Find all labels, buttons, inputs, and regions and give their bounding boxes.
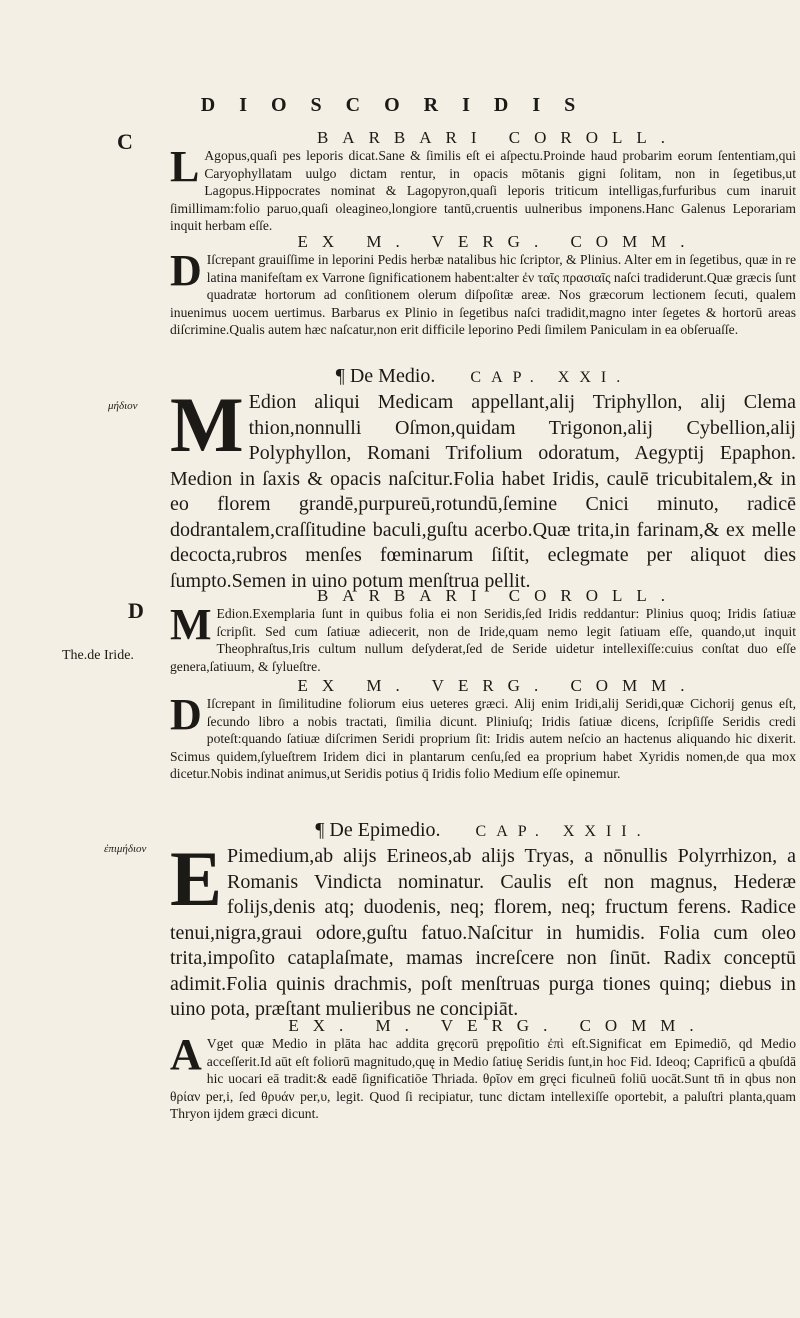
chapter-21 (170, 364, 796, 594)
section-text (170, 246, 796, 339)
drop-capital: D (170, 690, 202, 739)
paragraph-body: Iſcrepant grauiſſime in leporini Pedis herbæ natalibus hic ſcriptor, & Plinius. Alter em in ſegetibus, quæ in re latina manifeſtam ex Varrone ſignificationem habent:alter ἐν ταῖς πρασιαῖς naſci tradiderunt.Quæ græcis ſunt quadratæ hortorum ad conſitionem olerum diſpoſitæ areæ. Nos græcorum lectionem ſecuti, qualem inuenimus uocem uertimus. Barbarus ex Plinio in ſegetibus naſci tradidit,magno inter ſegetes & hortorū areas diſcrimine.Qualis autem hæc naſcatur,non erit difficile leporino Pedi ſimilem Paniculam in ea obſeruaſſe. (170, 252, 796, 337)
chapter-name: ¶ De Epimedio. (315, 819, 441, 841)
section-barbari-2 (170, 586, 796, 675)
chapter-title (170, 364, 796, 390)
drop-capital: D (170, 246, 202, 295)
section-text (170, 1030, 796, 1123)
section-heading: BARBARI COROLL. (316, 586, 680, 605)
section-text (170, 142, 796, 235)
running-header: DIOSCORIDIS (200, 94, 600, 116)
paragraph-body: Pimedium,ab alijs Erineos,ab alijs Tryas, a nōnullis Polyrrhizon, a Romanis Vindicta nominatur. Caulis eſt non magnus, Hederæ folijs,denis atq; duodenis, neq; florem, neq; fructum ferens. Radice tenui,nigra,graui odore,guſtu fatuo.Naſcitur in humidis. Folia cum oleo trita,impoſito cataplaſmate, mamas increſcere non ſinūt. Radix conceptū adimit.Folia quinis drachmis, poſt menſtruas purga tiones quinq; diebus in uino pota, præſtant mulieribus ne concipiāt. (170, 845, 796, 1020)
section-heading: EX. M. VERG. COMM. (288, 1016, 708, 1035)
margin-greek-epimedion: ἐπιμήδιον (104, 843, 147, 855)
chapter-22 (170, 818, 796, 1023)
section-text (170, 690, 796, 783)
drop-capital: A (170, 1030, 202, 1079)
chapter-text (170, 381, 796, 594)
paragraph-body: Vget quæ Medio in plāta hac addita gręcorū prępoſitio ἐπὶ eſt.Significat em Epimediō, qd Medio acceſſerit.Id aūt eſt foliorū magnitudo,quę in Medio ſatiuę Seridis ſunt,in hoc Fid. Ideoq; Caprificū a qbuſdā hic uocari eā tradit:& eadē ſignificatiōe Thriada. θρῖον em gręci ficulneū foliū uocāt.Sunt tn̄ in qbus non θρίαν per,i, ſed θρυάν per,υ, legit. Quod ſi recipiatur, tunc dictam intellexiſſe oportebit, a paluſtri planta,quam Thryon ijdem græci dicunt. (170, 1036, 796, 1121)
paragraph-body: Agopus,quaſi pes leporis dicat.Sane & ſimilis eſt ei aſpectu.Proinde haud probarim eorum ſententiam,qui Caryophyllatam uulgo dictam rentur, in opacis mōtanis gigni ſolitam, non in ſegetibus,ut Lagopus.Hippocrates nominat & Lagopyron,quaſi leporis triticum intelligas,furfuribus cum inaruit ſimillimam:folio paruo,quaſi oleagineo,longiore tantū,cruentis uulneribus imponens.Hanc Galenus Leporariam inquit herbam eſſe. (170, 148, 796, 233)
margin-letter-c: C (117, 129, 133, 154)
section-text (170, 600, 796, 675)
section-heading: BARBARI COROLL. (316, 128, 680, 147)
paragraph-body: Edion.Exemplaria ſunt in quibus folia ei non Seridis,ſed Iridis reddantur: Plinius quoq; Iridis ſatiuæ ſcripſit. Sed cum ſatiuæ adiecerit, non de Iride,quam nemo legit ſatiuam eſſe, quando,ut inquit Theophraſtus,Iris cultum nullum deſyderat,ſed de Seride uidetur intellexiſſe:cuius conſtat duo eſſe genera,ſatiuum, & ſylueſtre. (170, 606, 796, 674)
chapter-name: ¶ De Medio. (335, 365, 436, 387)
section-heading: EX M. VERG. COMM. (297, 676, 699, 695)
paragraph-body: Edion aliqui Medicam appellant,alij Triphyllon, alij Clema thion,nonnulli Oſmon,quidam Trigonon,alij Cybellion,alij Polyphyllon, Romani Trifolium odoratum, Aegyptij Epaphon. Medion in ſaxis & opacis naſcitur.Folia habet Iridis, caulē tricubitalem,& in eo florem grandē,purpureū,rotundū,ſemine Cnici minuto, radicē dodrantalem,craſſitudine baculi,guſtu acerbo.Quæ trita,in farinam,& ex melle decocta,rubros menſes fœminarum ſiſtit, eclegmate per aliquot dies ſumpto.Semen in uino potum menſtrua pellit. (170, 391, 796, 592)
paragraph-body: Iſcrepant in ſimilitudine foliorum eius ueteres græci. Alij enim Iridi,alij Seridi,quæ Cichorij genus eſt, ſecundo libro a nobis tractati, ſimilia dicunt. Pliniuſq; Iridis ſatiuæ dicens, ſcripſiſſe Seridis credi poteſt:quando ſatiuæ diſcrimen Seridi proprium ſit: Iridis autem neſcio an hactenus aliquando hic dixerit. Scimus quidem,ſylueſtrem Iridem dici in plantarum cenſu,ſed ea proprium habet Xyridis nomen,de qua mox dicetur.Nobis indinat animus,ut Seridis potius q̄ Iridis folio Medium eſſe opinemur. (170, 696, 796, 781)
drop-capital: M (170, 600, 212, 649)
margin-greek-medion: μήδιον (108, 400, 138, 412)
section-verg-comm-3 (170, 1016, 796, 1123)
section-barbari-1 (170, 128, 796, 235)
drop-capital: M (170, 381, 244, 468)
section-verg-comm-1 (170, 232, 796, 339)
margin-letter-d: D (128, 598, 144, 623)
drop-capital: E (170, 835, 223, 922)
chapter-title (170, 818, 796, 844)
margin-note-de-iride: The.de Iride. (62, 648, 134, 663)
chapter-text (170, 835, 796, 1023)
section-heading: EX M. VERG. COMM. (297, 232, 699, 251)
section-verg-comm-2 (170, 676, 796, 783)
drop-capital: L (170, 142, 200, 191)
chapter-number: CAP. XXI. (470, 369, 631, 386)
chapter-number: CAP. XXII. (475, 823, 651, 840)
